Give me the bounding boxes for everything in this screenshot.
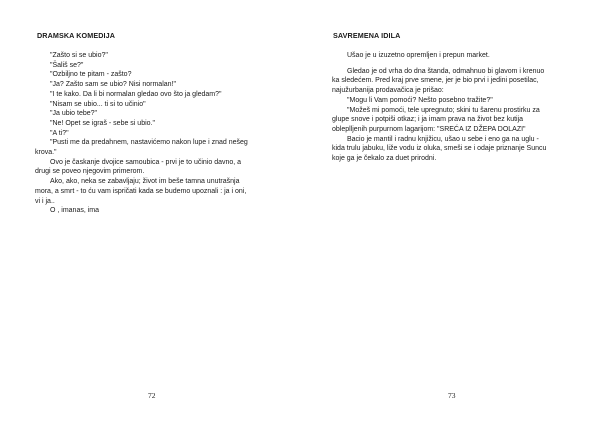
text-line: Ovo je časkanje dvojice samoubica - prvi je to učinio davno, a [50, 158, 242, 166]
text-line: obleplljenih purpurnom lagarijom: "SREĆA IZ DŽEPA DOLAZI" [332, 125, 526, 133]
left-page-title: DRAMSKA KOMEDIJA [37, 31, 116, 40]
text-line: "Šališ se?" [50, 61, 84, 69]
text-line: "Ne! Opet se igraš - sebe si ubio." [50, 119, 155, 127]
right-page-body [332, 51, 574, 164]
left-page-number: 72 [148, 391, 156, 400]
text-line: vi i ja.. [35, 197, 55, 205]
text-line: "A ti?" [50, 129, 69, 137]
text-line: O , imanas, ima [50, 207, 100, 215]
text-line: "Nisam se ubio... ti si to učinio" [50, 100, 146, 108]
text-line: drugi se poveo njegovim primerom. [35, 168, 145, 176]
text-line: "Mogu li Vam pomoći? Nešto posebno tražite?" [347, 96, 493, 104]
text-line: ka sledećem. Pred kraj prve smene, jer je bio prvi i jedini posetilac, [332, 77, 539, 85]
right-page [300, 0, 600, 428]
right-page-title: SAVREMENA IDILA [333, 31, 401, 40]
text-line: najužurbanija prodavačica je prišao: [332, 87, 444, 95]
text-line: Ušao je u izuzetno opremljen i prepun market. [347, 52, 490, 59]
text-line: "Pusti me da predahnem, nastavićemo nakon lupe i znad nešeg [50, 139, 248, 147]
text-line: "Zašto si se ubio?" [50, 52, 108, 59]
text-line: "Ozbiljno te pitam - zašto? [50, 71, 132, 79]
left-page-body [35, 51, 265, 216]
text-line: Gledao je od vrha do dna štanda, odmahnuo bi glavom i krenuo [347, 67, 545, 75]
text-line: "Ja ubio tebe?" [50, 110, 98, 118]
text-line: Ako, ako, neka se zabavljaju; život im beše tamna unutrašnja [50, 178, 240, 186]
text-line: kida trulu jabuku, liže vodu iz oluka, smeši se i odaje priznanje Suncu [332, 145, 547, 153]
text-line: krova." [35, 149, 57, 157]
text-line: "Možeš mi pomoći, tele upregnuto; skini tu šarenu prostirku za [347, 106, 540, 114]
text-line: Bacio je mantil i radnu knjižicu, ušao u sebe i eno ga na uglu - [347, 135, 539, 143]
text-line: "Ja? Zašto sam se ubio? Nisi normalan!" [50, 81, 176, 89]
text-line: glupe snove i potpiši otkaz; i ja imam prava na život bez kutija [332, 116, 524, 124]
right-page-number: 73 [448, 391, 456, 400]
text-line: "I te kako. Da li bi normalan gledao ovo što ja gledam?" [50, 90, 222, 98]
text-line: mora, a smrt - to ću vam ispričati kada se budemo upoznali : ja i oni, [35, 187, 247, 195]
text-line: koje ga je čekalo za duet prirodni. [332, 155, 437, 163]
